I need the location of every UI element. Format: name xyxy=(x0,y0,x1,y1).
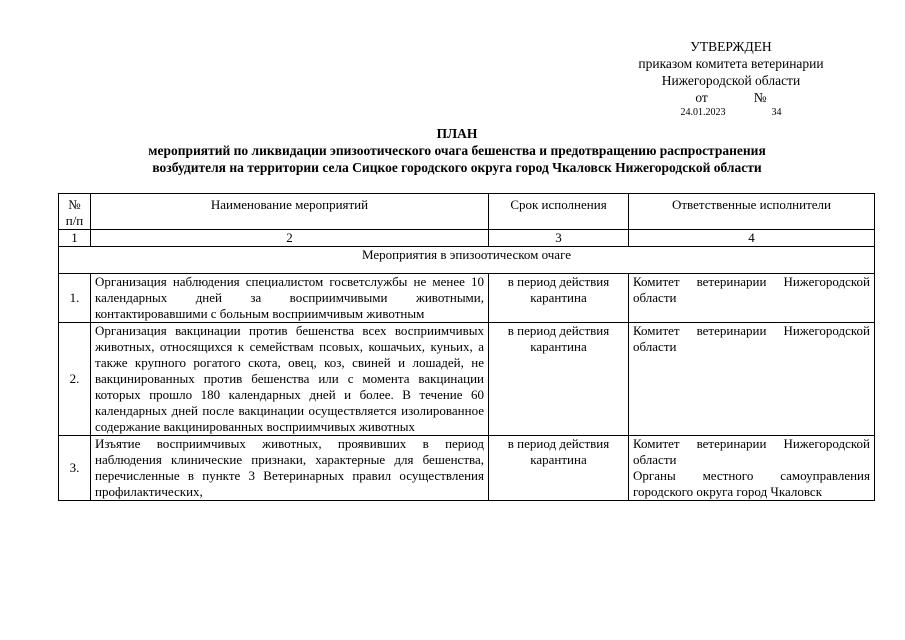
row-executors xyxy=(629,436,875,501)
table-header-row xyxy=(59,194,875,230)
approval-number-label: № xyxy=(753,90,767,105)
header-executors: Ответственные исполнители xyxy=(629,194,875,230)
approval-from-row xyxy=(600,89,862,106)
plan-table xyxy=(58,193,875,501)
row-number: 1. xyxy=(59,274,91,323)
table-row xyxy=(59,436,875,501)
section-row xyxy=(59,247,875,274)
row-activity: Организация наблюдения специалистом госветслужбы не менее 10 календарных дней за восприимчивыми животными, контактировавшими с больным восприимчивым животным xyxy=(91,274,489,323)
approval-line-2: Нижегородской области xyxy=(661,73,801,88)
header-num: № п/п xyxy=(59,194,91,230)
column-numbers-row xyxy=(59,230,875,247)
title-main: ПЛАН xyxy=(436,126,478,141)
approval-values-row xyxy=(600,106,862,119)
table-row xyxy=(59,323,875,436)
title-line-1: мероприятий по ликвидации эпизоотического очага бешенства и предотвращению распространения xyxy=(148,143,766,158)
column-number: 4 xyxy=(629,230,875,247)
column-number: 1 xyxy=(59,230,91,247)
document-title xyxy=(96,125,818,176)
header-term: Срок исполнения xyxy=(489,194,629,230)
title-line-2: возбудителя на территории села Сицкое городского округа город Чкаловск Нижегородской области xyxy=(152,160,762,175)
column-number: 3 xyxy=(489,230,629,247)
row-term: в период действия карантина xyxy=(489,274,629,323)
approval-heading: УТВЕРЖДЕН xyxy=(690,39,772,54)
row-activity: Организация вакцинации против бешенства всех восприимчивых животных, относящихся к семействам псовых, кошачьих, куньих, а также крупного рогатого скота, овец, коз, свиней и лошадей, не вакцинированных против бешенства или с момента вакцинации которых прошло 180 календарных дней и более. В течение 60 календарных дней после вакцинации осуществляется изолированное содержание вакцинированных восприимчивых животных xyxy=(91,323,489,436)
table-row xyxy=(59,274,875,323)
executor: Комитет ветеринарии Нижегородской области xyxy=(633,323,870,354)
executor: Комитет ветеринарии Нижегородской области xyxy=(633,274,870,305)
row-number: 3. xyxy=(59,436,91,501)
approval-line-1: приказом комитета ветеринарии xyxy=(638,56,824,71)
row-executors xyxy=(629,323,875,436)
row-executors xyxy=(629,274,875,323)
row-number: 2. xyxy=(59,323,91,436)
executor: Комитет ветеринарии Нижегородской области xyxy=(633,436,870,467)
approval-from-label: от xyxy=(695,90,708,105)
column-number: 2 xyxy=(91,230,489,247)
section-title: Мероприятия в эпизоотическом очаге xyxy=(59,247,875,274)
approval-stamp xyxy=(600,38,862,119)
approval-number: 34 xyxy=(771,107,782,118)
row-activity: Изъятие восприимчивых животных, проявивших в период наблюдения клинические признаки, характерные для бешенства, перечисленные в пункте 3 Ветеринарных правил осуществления профилактических, xyxy=(91,436,489,501)
approval-date: 24.01.2023 xyxy=(680,107,726,118)
header-name: Наименование мероприятий xyxy=(91,194,489,230)
executor: Органы местного самоуправления городского округа город Чкаловск xyxy=(633,468,870,499)
row-term: в период действия карантина xyxy=(489,436,629,501)
row-term: в период действия карантина xyxy=(489,323,629,436)
